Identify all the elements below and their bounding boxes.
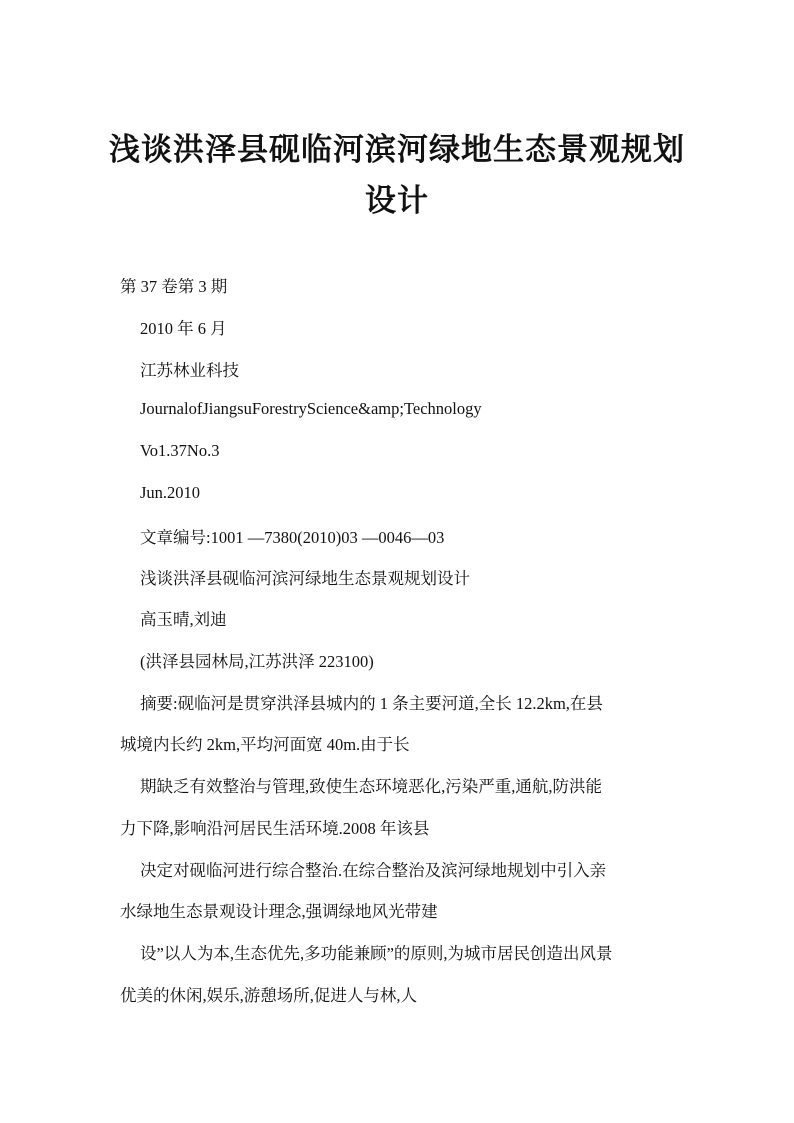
volume-info: Vo1.37No.3	[140, 441, 220, 460]
document-title-line-1: 浅谈洪泽县砚临河滨河绿地生态景观规划	[109, 132, 685, 168]
author-affiliation: (洪泽县园林局,江苏洪泽 223100)	[140, 652, 374, 671]
abstract-line: 决定对砚临河进行综合整治.在综合整治及滨河绿地规划中引入亲	[140, 861, 607, 880]
issue-info: 第 37 卷第 3 期	[120, 277, 228, 296]
abstract-line: 城境内长约 2km,平均河面宽 40m.由于长	[120, 735, 410, 754]
journal-name-en: JournalofJiangsuForestryScience&amp;Technology	[140, 399, 482, 418]
publication-date-en: Jun.2010	[140, 483, 201, 502]
document-title-line-2: 设计	[365, 183, 429, 219]
abstract-line: 设”以人为本,生态优先,多功能兼顾”的原则,为城市居民创造出风景	[140, 944, 613, 963]
abstract-line: 摘要:砚临河是贯穿洪泽县城内的 1 条主要河道,全长 12.2km,在县	[140, 694, 603, 713]
article-title: 浅谈洪泽县砚临河滨河绿地生态景观规划设计	[140, 569, 470, 588]
abstract-line: 期缺乏有效整治与管理,致使生态环境恶化,污染严重,通航,防洪能	[140, 777, 602, 796]
abstract-line: 力下降,影响沿河居民生活环境.2008 年该县	[120, 819, 430, 838]
abstract-line: 优美的休闲,娱乐,游憩场所,促进人与林,人	[120, 986, 417, 1005]
article-number: 文章编号:1001 —7380(2010)03 —0046—03	[140, 528, 445, 547]
article-authors: 高玉晴,刘迪	[140, 610, 227, 629]
publication-date: 2010 年 6 月	[140, 319, 227, 338]
abstract-line: 水绿地生态景观设计理念,强调绿地风光带建	[120, 902, 438, 921]
journal-name-cn: 江苏林业科技	[140, 361, 239, 380]
